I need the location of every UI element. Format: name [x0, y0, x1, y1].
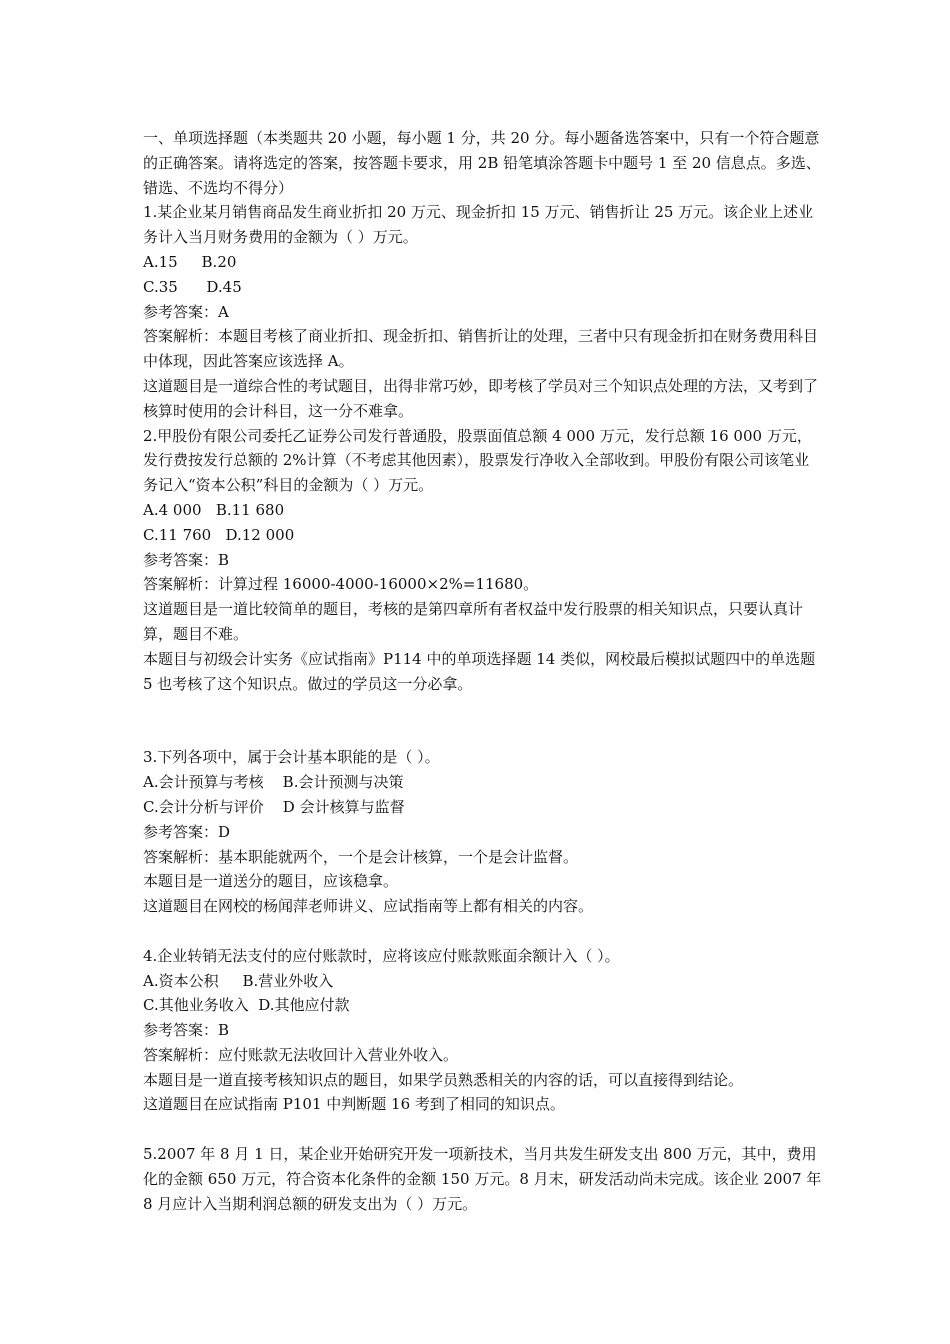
- question-1-text: 1.某企业某月销售商品发生商业折扣 20 万元、现金折扣 15 万元、销售折让 25 万元。该企业上述业务计入当月财务费用的金额为（ ）万元。: [143, 203, 814, 247]
- question-1-options-ab: A.15 B.20: [143, 252, 237, 271]
- question-4-comment-2: 这道题目在应试指南 P101 中判断题 16 考到了相同的知识点。: [143, 1095, 565, 1114]
- question-2-answer: 参考答案：B: [143, 550, 230, 569]
- blank-spacer: [143, 696, 823, 745]
- question-1-comment: 这道题目是一道综合性的考试题目，出得非常巧妙，即考核了学员对三个知识点处理的方法，又考到了核算时使用的会计科目，这一分不难拿。: [143, 376, 819, 420]
- question-4-options-ab: A.资本公积 B.营业外收入: [143, 971, 334, 990]
- blank-spacer: [143, 1117, 823, 1142]
- question-4-analysis: 答案解析：应付账款无法收回计入营业外收入。: [143, 1045, 459, 1064]
- question-3-comment-2: 这道题目在网校的杨闻萍老师讲义、应试指南等上都有相关的内容。: [143, 897, 594, 916]
- question-2-analysis: 答案解析：计算过程 16000-4000-16000×2%=11680。: [143, 575, 539, 594]
- question-4-comment: 本题目是一道直接考核知识点的题目，如果学员熟悉相关的内容的话，可以直接得到结论。: [143, 1070, 744, 1089]
- question-4-text: 4.企业转销无法支付的应付账款时，应将该应付账款账面余额计入（ ）。: [143, 946, 620, 965]
- question-3-options-ab: A.会计预算与考核 B.会计预测与决策: [143, 773, 404, 792]
- question-3-comment: 本题目是一道送分的题目，应该稳拿。: [143, 872, 399, 891]
- question-1-answer: 参考答案：A: [143, 302, 229, 321]
- question-3-text: 3.下列各项中，属于会计基本职能的是（ ）。: [143, 748, 440, 767]
- question-3-answer: 参考答案：D: [143, 822, 231, 841]
- question-3-analysis: 答案解析：基本职能就两个，一个是会计核算，一个是会计监督。: [143, 847, 579, 866]
- question-3-options-cd: C.会计分析与评价 D 会计核算与监督: [143, 797, 405, 816]
- question-1-options-cd: C.35 D.45: [143, 277, 242, 296]
- question-2-options-cd: C.11 760 D.12 000: [143, 525, 295, 544]
- question-2-options-ab: A.4 000 B.11 680: [143, 500, 285, 519]
- question-2-comment-2: 本题目与初级会计实务《应试指南》P114 中的单项选择题 14 类似，网校最后模拟试题四中的单选题 5 也考核了这个知识点。做过的学员这一分必拿。: [143, 649, 820, 693]
- section-header: 一、单项选择题（本类题共 20 小题，每小题 1 分，共 20 分。每小题备选答案中，只有一个符合题意的正确答案。请将选定的答案，按答题卡要求，用 2B 铅笔填涂答题卡中题号 1 至 20 信息点。多选、错选、不选均不得分）: [143, 129, 821, 197]
- blank-spacer: [143, 919, 823, 944]
- question-5-text: 5.2007 年 8 月 1 日，某企业开始研究开发一项新技术，当月共发生研发支出 800 万元，其中，费用化的金额 650 万元，符合资本化条件的金额 150 万元。8 月末，研发活动尚未完成。该企业 2007 年 8 月应计入当期利润总额的研发支出为（ ）万元。: [143, 1145, 827, 1213]
- question-1-analysis: 答案解析：本题目考核了商业折扣、现金折扣、销售折让的处理，三者中只有现金折扣在财务费用科目中体现，因此答案应该选择 A。: [143, 327, 819, 371]
- document-page: [143, 126, 827, 1216]
- question-2-text: 2.甲股份有限公司委托乙证券公司发行普通股，股票面值总额 4 000 万元，发行总额 16 000 万元，发行费按发行总额的 2%计算（不考虑其他因素），股票发行净收入全部收到。甲股份有限公司该笔业务记入“资本公积”科目的金额为（ ）万元。: [143, 426, 812, 495]
- question-4-answer: 参考答案：B: [143, 1021, 230, 1040]
- question-2-comment: 这道题目是一道比较简单的题目，考核的是第四章所有者权益中发行股票的相关知识点，只要认真计算，题目不难。: [143, 600, 804, 643]
- question-4-options-cd: C.其他业务收入 D.其他应付款: [143, 996, 350, 1015]
